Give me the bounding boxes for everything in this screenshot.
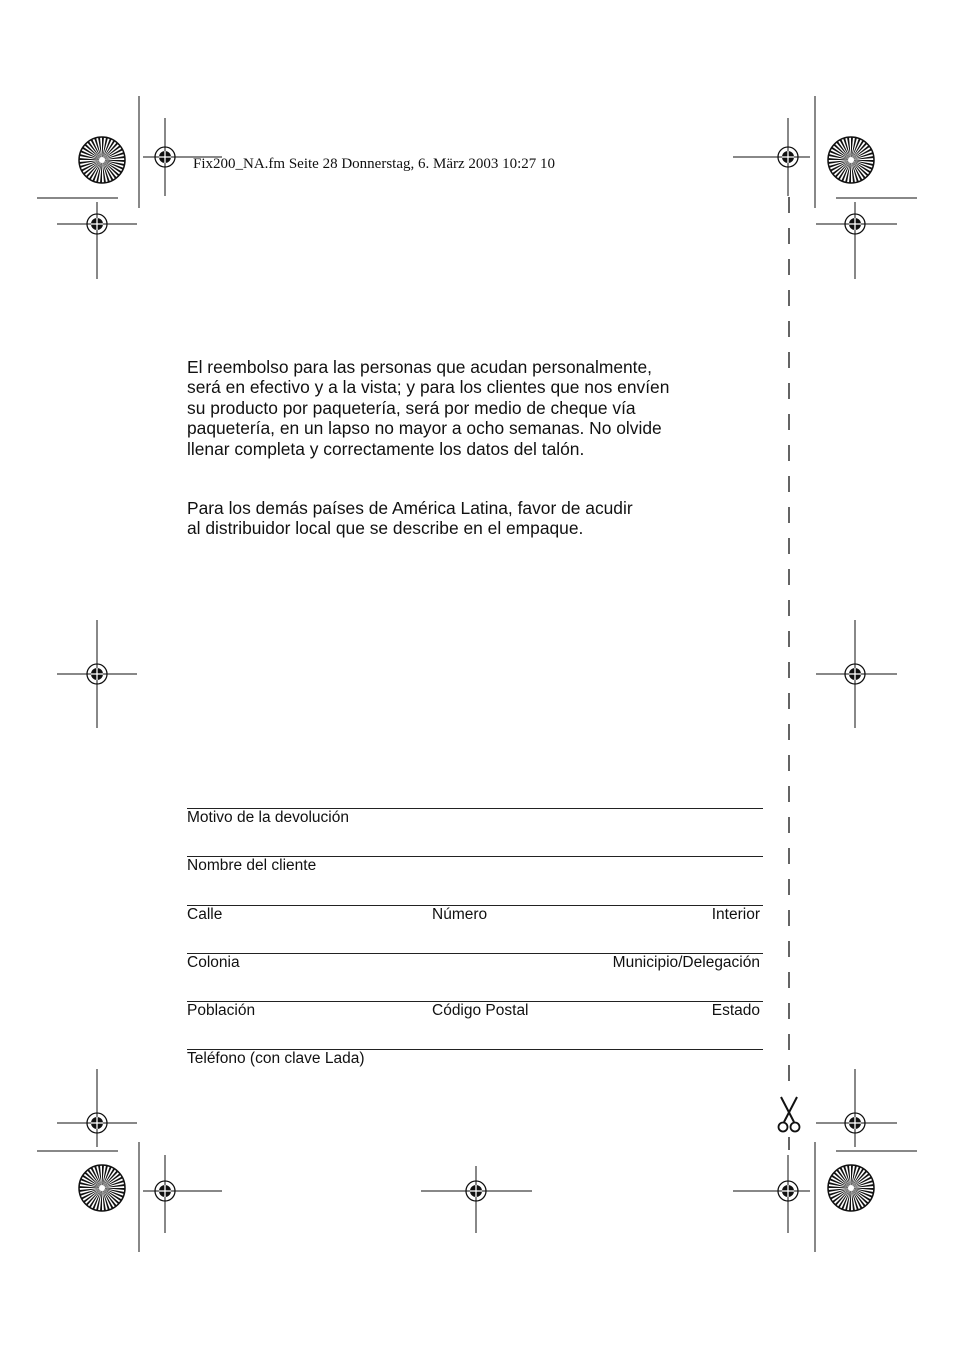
crosshair-circle-icon xyxy=(816,1069,897,1147)
street-label: Calle xyxy=(187,905,223,923)
colony-label: Colonia xyxy=(187,953,240,971)
form-row-phone[interactable] xyxy=(187,1049,763,1097)
crosshair-circle-icon xyxy=(421,1166,532,1233)
paragraph-line: Para los demás países de América Latina, favor de acudir xyxy=(187,498,633,518)
form-row-customer-name[interactable] xyxy=(187,856,763,904)
reason-label: Motivo de la devolución xyxy=(187,809,349,826)
form-row-reason[interactable] xyxy=(187,808,763,856)
return-coupon-form xyxy=(187,808,763,1098)
crosshair-circle-icon xyxy=(57,202,137,279)
crosshair-circle-icon xyxy=(816,202,897,279)
form-row-address[interactable] xyxy=(187,905,763,953)
starburst-target-icon xyxy=(79,137,125,183)
city-label: Población xyxy=(187,1002,256,1020)
starburst-target-icon xyxy=(828,137,874,183)
paragraph-line: será en efectivo y a la vista; y para los clientes que nos envíen xyxy=(187,377,670,398)
scissors-icon xyxy=(779,1097,800,1132)
state-label: Estado xyxy=(711,1002,760,1020)
form-row-city[interactable] xyxy=(187,1001,763,1049)
starburst-target-icon xyxy=(828,1165,874,1211)
phone-label: Teléfono (con clave Lada) xyxy=(187,1050,365,1068)
crosshair-circle-icon xyxy=(816,620,897,728)
paragraph-line: su producto por paquetería, será por medio de cheque vía xyxy=(187,397,636,418)
interior-label: Interior xyxy=(711,905,760,923)
form-row-colony[interactable] xyxy=(187,953,763,1001)
paragraph-line: paquetería, en un lapso no mayor a ocho semanas. No olvide xyxy=(187,418,662,439)
starburst-target-icon xyxy=(79,1165,125,1211)
crosshair-circle-icon xyxy=(733,118,810,196)
paragraph-line: El reembolso para las personas que acudan personalmente, xyxy=(187,357,653,377)
number-label: Número xyxy=(432,905,488,923)
municipality-label: Municipio/Delegación xyxy=(612,953,760,971)
customer-name-label: Nombre del cliente xyxy=(187,857,317,875)
crosshair-circle-icon xyxy=(143,1155,222,1233)
file-info-header: Fix200_NA.fm Seite 28 Donnerstag, 6. März 2003 10:27 10 xyxy=(193,156,556,172)
paragraph-line: llenar completa y correctamente los datos del talón. xyxy=(187,438,585,459)
latin-america-paragraph xyxy=(187,498,633,539)
postal-code-label: Código Postal xyxy=(432,1002,529,1020)
crosshair-circle-icon xyxy=(57,620,137,728)
refund-paragraph xyxy=(187,357,669,459)
crosshair-circle-icon xyxy=(57,1069,137,1147)
crosshair-circle-icon xyxy=(733,1155,810,1233)
paragraph-line: al distribuidor local que se describe en el empaque. xyxy=(187,518,584,539)
